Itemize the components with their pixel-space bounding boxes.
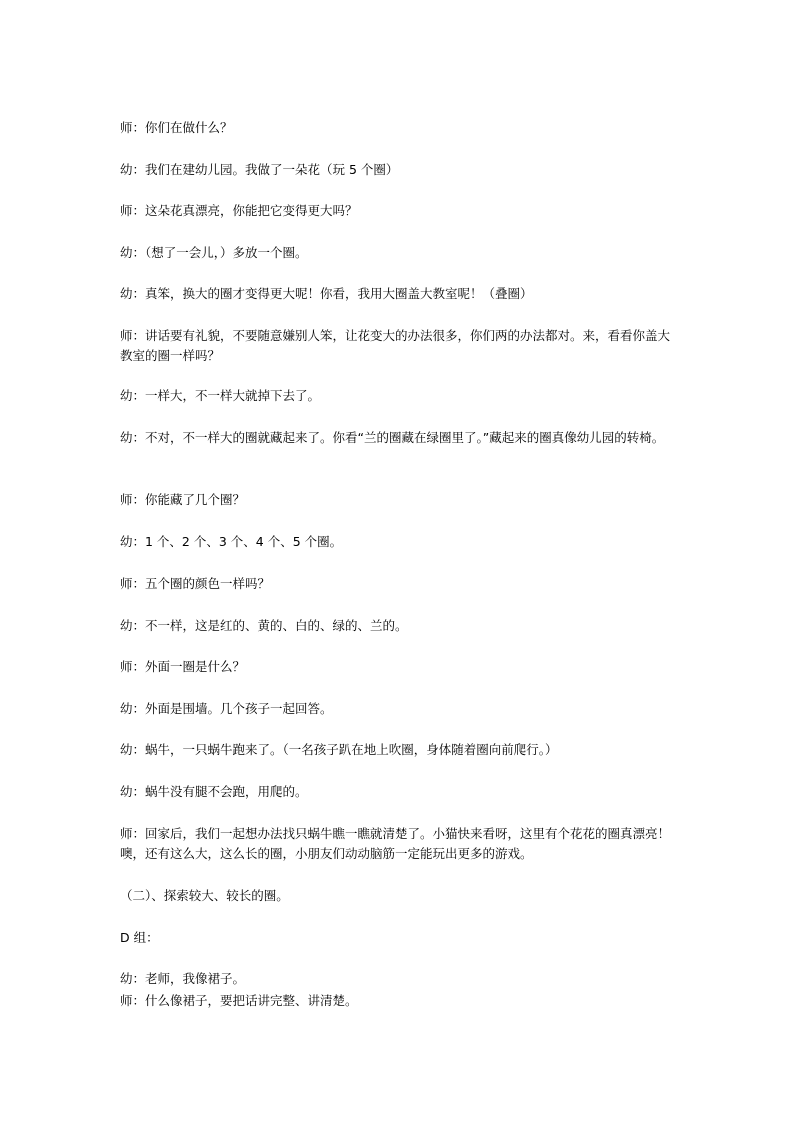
dialogue-line: 幼：我们在建幼儿园。我做了一朵花（玩 5 个圈）	[120, 162, 399, 177]
dialogue-line: 幼：不一样，这是红的、黄的、白的、绿的、兰的。	[120, 618, 408, 633]
dialogue-line: 师：什么像裙子，要把话讲完整、讲清楚。	[120, 993, 358, 1008]
group-label: D 组：	[120, 930, 159, 945]
dialogue-line: 师：你能藏了几个圈？	[120, 492, 246, 507]
dialogue-line: 幼：老师，我像裙子。	[120, 971, 246, 986]
dialogue-line: 幼：蜗牛，一只蜗牛跑来了。（一名孩子趴在地上吹圈，身体随着圈向前爬行。）	[120, 742, 558, 757]
dialogue-line: 师：你们在做什么？	[120, 120, 233, 135]
dialogue-line: 师：这朵花真漂亮，你能把它变得更大吗？	[120, 203, 358, 218]
dialogue-line: 师：回家后，我们一起想办法找只蜗牛瞧一瞧就清楚了。小猫快来看呀，这里有个花花的圈真漂亮！噢，还有这么大，这么长的圈，小朋友们动动脑筋一定能玩出更多的游戏。	[120, 826, 671, 861]
section-heading: （二）、探索较大、较长的圈。	[120, 888, 289, 903]
dialogue-line: 幼：（想了一会儿，）多放一个圈。	[120, 245, 308, 260]
dialogue-line: 师：讲话要有礼貌，不要随意嫌别人笨，让花变大的办法很多，你们两的办法都对。来，看看你盖大教室的圈一样吗？	[120, 328, 671, 363]
dialogue-line: 幼：一样大，不一样大就掉下去了。	[120, 388, 321, 403]
dialogue-line: 幼：不对，不一样大的圈就藏起来了。你看“兰的圈藏在绿圈里了。”藏起来的圈真像幼儿园的转椅。	[120, 430, 665, 445]
dialogue-line: 幼：真笨，换大的圈才变得更大呢！你看，我用大圈盖大教室呢！（叠圈）	[120, 286, 533, 301]
dialogue-line: 师：五个圈的颜色一样吗？	[120, 576, 271, 591]
dialogue-line: 幼：外面是围墙。几个孩子一起回答。	[120, 701, 333, 716]
dialogue-line: 幼：1 个、2 个、3 个、4 个、5 个圈。	[120, 534, 343, 549]
dialogue-line: 师：外面一圈是什么？	[120, 659, 246, 674]
dialogue-line: 幼：蜗牛没有腿不会跑，用爬的。	[120, 784, 308, 799]
